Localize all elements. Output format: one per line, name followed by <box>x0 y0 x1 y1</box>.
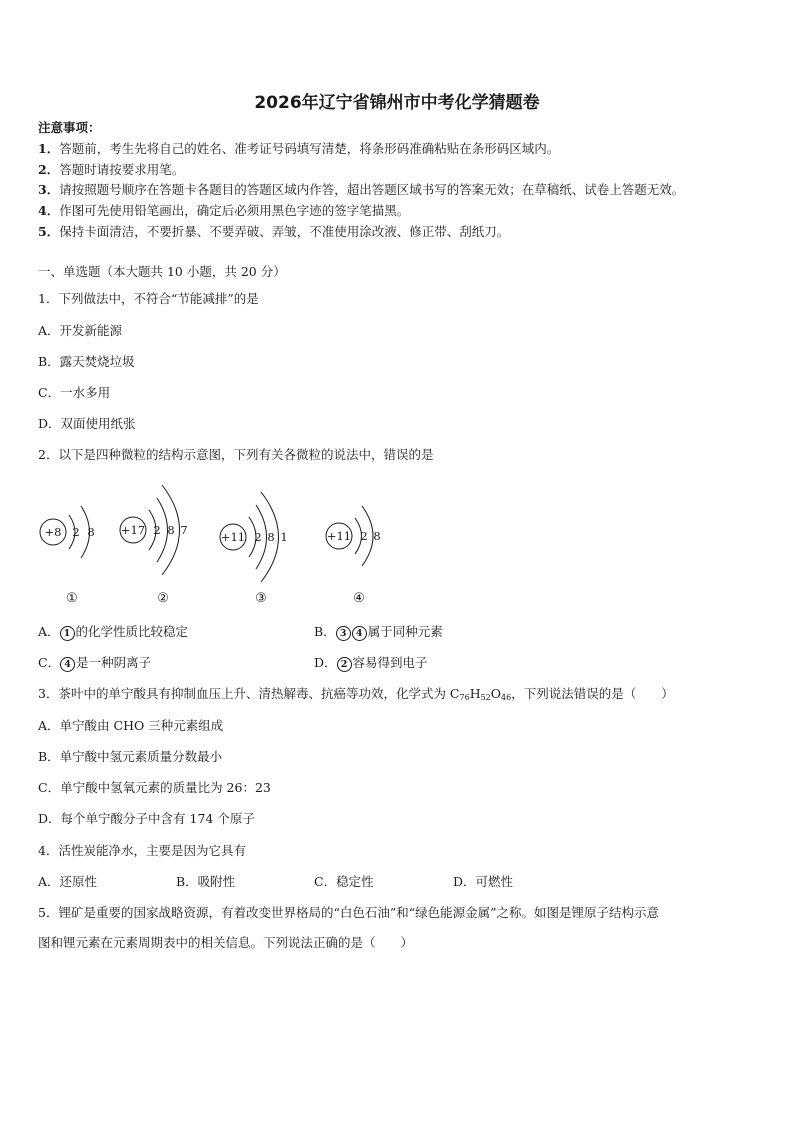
option-prefix: D． <box>314 655 337 670</box>
circled-number: 1 <box>60 626 75 641</box>
option-text: 的化学性质比较稳定 <box>75 624 189 639</box>
stem-text: 3．茶叶中的单宁酸具有抑制血压上升、清热解毒、抗癌等功效，化学式为 C <box>38 686 460 701</box>
q1-option-d: D．双面使用纸张 <box>38 416 136 431</box>
notice-text: 作图可先使用铅笔画出，确定后必须用黑色字迹的签字笔描黑。 <box>59 203 410 218</box>
notice-number: 4． <box>38 203 60 218</box>
circled-number: 4 <box>352 626 367 641</box>
subscript: 76 <box>459 693 470 702</box>
nucleus-charge: +11 <box>326 529 352 543</box>
notice-number: 5． <box>38 224 60 239</box>
notice-text: 请按照题号顺序在答题卡各题目的答题区域内作答，超出答题区域书写的答案无效；在草稿纸、试卷上答题无效。 <box>59 182 685 197</box>
shell-electrons: 8 <box>87 525 95 539</box>
shell-electrons: 2 <box>72 525 80 539</box>
nucleus-charge: +11 <box>220 530 246 544</box>
q3-option-a: A．单宁酸由 CHO 三种元素组成 <box>38 718 224 733</box>
notice-text: 答题时请按要求用笔。 <box>59 162 185 177</box>
element-symbol: O <box>490 686 502 701</box>
option-text: 容易得到电子 <box>352 655 428 670</box>
notice-number: 2． <box>38 162 60 177</box>
circled-number: 3 <box>336 626 351 641</box>
option-prefix: A． <box>38 624 60 639</box>
circled-number: 2 <box>337 657 352 672</box>
q3-option-b: B．单宁酸中氢元素质量分数最小 <box>38 749 223 764</box>
diagram-label: ③ <box>255 591 267 606</box>
question-3-stem <box>38 686 674 706</box>
shell-electrons: 8 <box>373 529 381 543</box>
nucleus-charge: +8 <box>44 525 62 539</box>
subscript: 52 <box>480 693 491 702</box>
notice-heading: 注意事项： <box>38 120 101 135</box>
q4-option-c: C．稳定性 <box>314 874 374 889</box>
option-text: 是一种阴离子 <box>76 655 152 670</box>
q2-option-d <box>314 655 428 672</box>
subscript: 46 <box>501 693 512 702</box>
q3-option-d: D．每个单宁酸分子中含有 174 个原子 <box>38 811 255 826</box>
q4-option-d: D．可燃性 <box>453 874 514 889</box>
question-5-stem-line1: 5．锂矿是重要的国家战略资源，有着改变世界格局的“白色石油”和“绿色能源金属”之称。如图是锂原子结构示意 <box>38 905 660 920</box>
question-2-stem: 2．以下是四种微粒的结构示意图，下列有关各微粒的说法中，错误的是 <box>38 447 434 462</box>
circled-number: 4 <box>60 657 75 672</box>
q4-option-a: A．还原性 <box>38 874 98 889</box>
notice-text: 答题前，考生先将自己的姓名、准考证号码填写清楚，将条形码准确粘贴在条形码区域内。 <box>59 141 560 156</box>
stem-text: ，下列说法错误的是（ ） <box>511 686 674 701</box>
shell-electrons: 2 <box>153 523 161 537</box>
shell-electrons: 8 <box>167 523 175 537</box>
shell-electrons: 2 <box>360 529 368 543</box>
option-text: 属于同种元素 <box>367 624 443 639</box>
option-prefix: B． <box>314 624 336 639</box>
q2-option-c <box>38 655 151 672</box>
shell-electrons: 2 <box>254 530 262 544</box>
option-prefix: C． <box>38 655 61 670</box>
shell-electrons: 8 <box>267 530 275 544</box>
q1-option-b: B．露天焚烧垃圾 <box>38 354 135 369</box>
question-1-stem: 1．下列做法中，不符合“节能减排”的是 <box>38 291 259 306</box>
notice-number: 3． <box>38 182 60 197</box>
notice-number: 1． <box>38 141 60 156</box>
diagram-label: ④ <box>353 591 365 606</box>
nucleus-charge: +17 <box>120 523 146 537</box>
diagram-label: ① <box>66 591 78 606</box>
diagram-label: ② <box>157 591 169 606</box>
shell-electrons: 7 <box>180 523 188 537</box>
q2-option-b <box>314 624 443 641</box>
question-5-stem-line2: 图和锂元素在元素周期表中的相关信息。下列说法正确的是（ ） <box>38 935 414 950</box>
section-heading: 一、单选题（本大题共 10 小题，共 20 分） <box>38 264 286 279</box>
q1-option-c: C．一水多用 <box>38 385 111 400</box>
question-4-stem: 4．活性炭能净水，主要是因为它具有 <box>38 843 246 858</box>
notice-text: 保持卡面清洁，不要折暴、不要弄破、弄皱，不准使用涂改液、修正带、刮纸刀。 <box>59 224 510 239</box>
element-symbol: H <box>469 686 481 701</box>
page-title: 2026年辽宁省锦州市中考化学猜题卷 <box>254 93 540 113</box>
q4-option-b: B．吸附性 <box>176 874 236 889</box>
shell-electrons: 1 <box>280 530 288 544</box>
q3-option-c: C．单宁酸中氢氧元素的质量比为 26：23 <box>38 780 271 795</box>
q2-option-a <box>38 624 188 641</box>
q1-option-a: A．开发新能源 <box>38 323 123 338</box>
